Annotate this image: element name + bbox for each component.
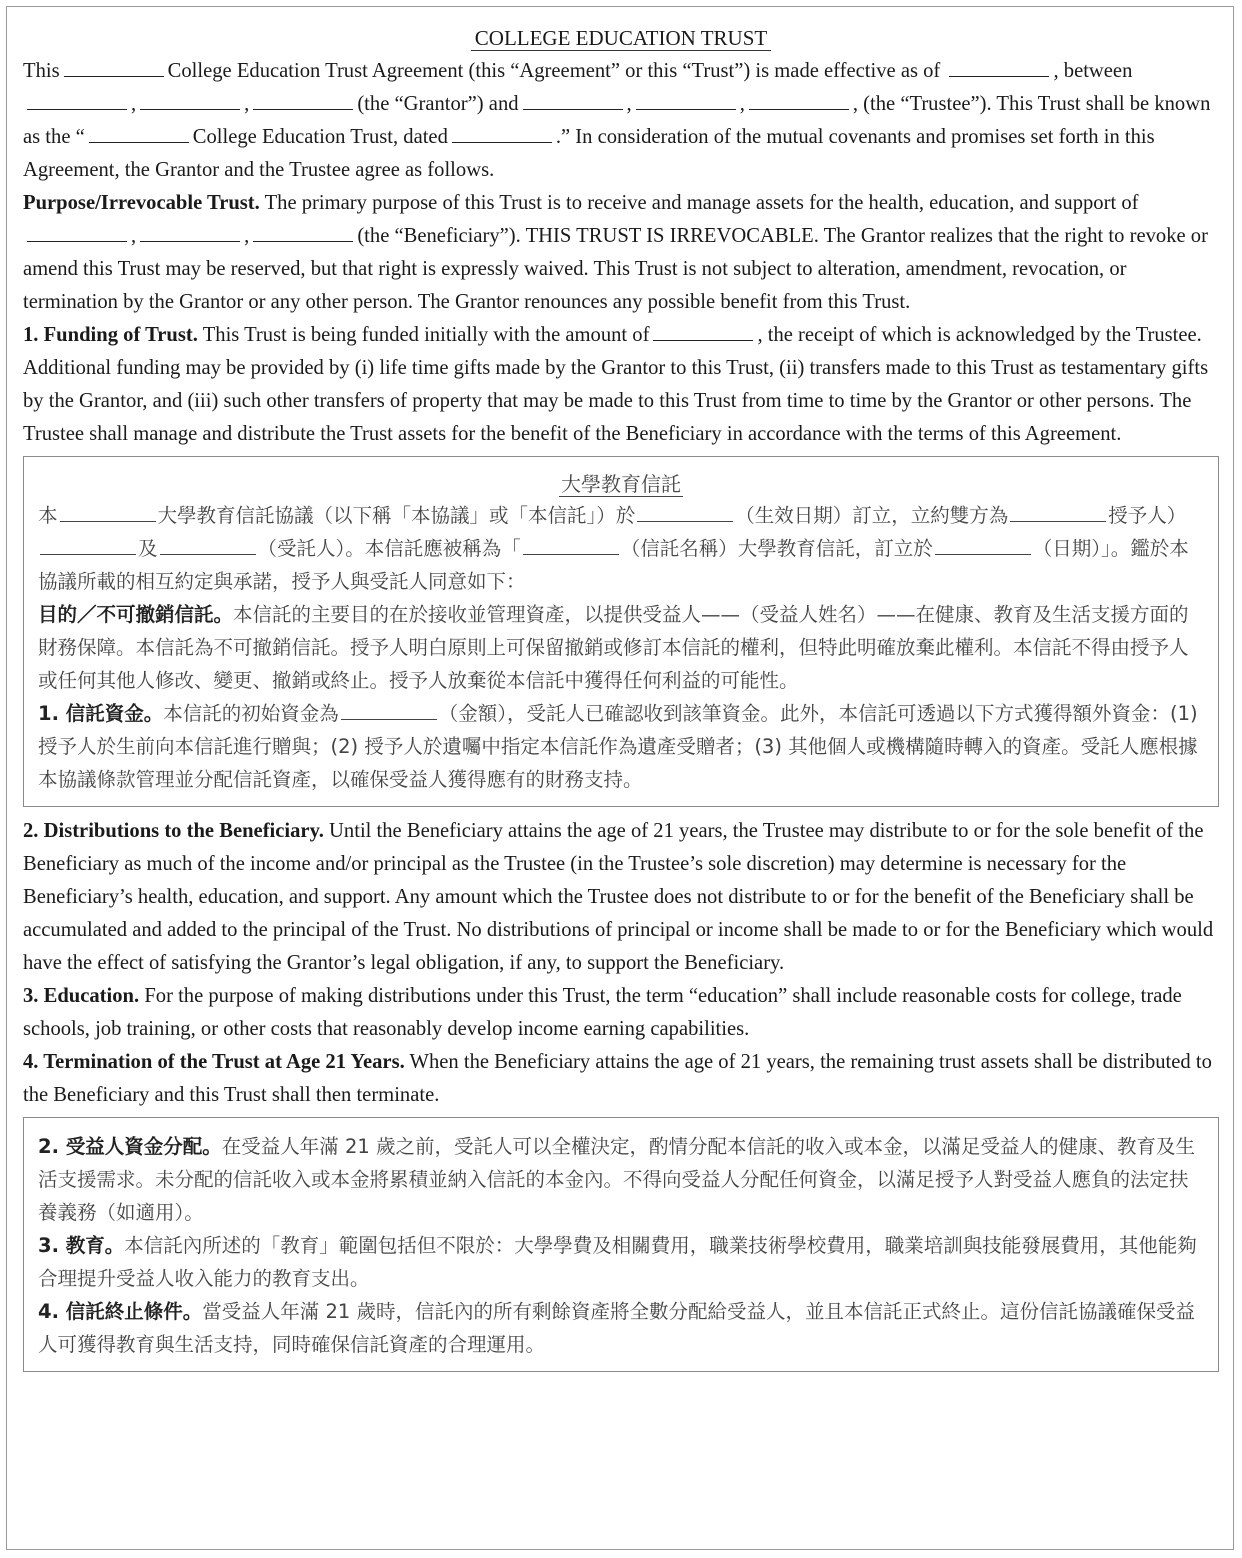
blank-line[interactable] <box>523 553 619 555</box>
education-heading: 3. Education. <box>23 985 140 1007</box>
blank-line[interactable] <box>523 108 623 110</box>
blank-line[interactable] <box>637 520 733 522</box>
blank-line[interactable] <box>949 75 1049 77</box>
blank-line[interactable] <box>749 108 849 110</box>
chinese-purpose-paragraph: 目的／不可撤銷信託。本信託的主要目的在於接收並管理資產，以提供受益人——（受益人姓名）——在健康、教育及生活支援方面的財務保障。本信託為不可撤銷信託。授予人明白原則上可保留撤銷或修訂本信託的權利，但特此明確放棄此權利。本信託不得由授予人或任何其他人修改、變更、撤銷或終止。授予人放棄從本信託中獲得任何利益的可能性。 <box>38 603 1189 692</box>
chinese-title: 大學教育信託 <box>561 472 681 496</box>
chinese-purpose-heading: 目的／不可撤銷信託。 <box>38 603 234 626</box>
blank-line[interactable] <box>140 108 240 110</box>
purpose-paragraph: Purpose/Irrevocable Trust. The primary purpose of this Trust is to receive and manage assets for the health, education, and support of, , (the “Beneficiary”). THIS TRUST IS IRREVOCABLE. The Grantor realizes that the right to revoke or amend this Trust may be reserved, but that right is expressly waived. This Trust is not subject to alteration, amendment, revocation, or termination by the Grantor or any other person. The Grantor renounces any possible benefit from this Trust. <box>23 192 1208 313</box>
education-paragraph: 3. Education. For the purpose of making distributions under this Trust, the term “education” shall include reasonable costs for college, trade schools, job training, or other costs that reasonably develop income earning capabilities. <box>23 985 1182 1040</box>
termination-paragraph: 4. Termination of the Trust at Age 21 Years. When the Beneficiary attains the age of 21 years, the remaining trust assets shall be distributed to the Beneficiary and this Trust shall then terminate. <box>23 1051 1212 1106</box>
blank-line[interactable] <box>1010 520 1106 522</box>
blank-line[interactable] <box>40 553 136 555</box>
blank-line[interactable] <box>27 108 127 110</box>
chinese-education-heading: 3. 教育。 <box>38 1234 125 1257</box>
chinese-distributions-heading: 2. 受益人資金分配。 <box>38 1135 222 1158</box>
blank-line[interactable] <box>452 141 552 143</box>
blank-line[interactable] <box>341 718 437 720</box>
blank-line[interactable] <box>140 240 240 242</box>
blank-line[interactable] <box>636 108 736 110</box>
chinese-translation-box-1 <box>23 456 1219 807</box>
chinese-funding-heading: 1. 信託資金。 <box>38 702 164 725</box>
blank-line[interactable] <box>160 553 256 555</box>
funding-heading: 1. Funding of Trust. <box>23 324 198 346</box>
blank-line[interactable] <box>27 240 127 242</box>
chinese-funding-paragraph: 1. 信託資金。本信託的初始資金為 （金額），受託人已確認收到該筆資金。此外，本信託可透過以下方式獲得額外資金：(1) 授予人於生前向本信託進行贈與；(2) 授予人於遺囑中指定本信託作為遺產受贈者；(3) 其他個人或機構隨時轉入的資產。受託人應根據本協議條款管理並分配信託資產，以確保受益人獲得應有的財務支持。 <box>38 702 1198 791</box>
blank-line[interactable] <box>89 141 189 143</box>
document-title: COLLEGE EDUCATION TRUST <box>23 23 1219 53</box>
distributions-heading: 2. Distributions to the Beneficiary. <box>23 820 324 842</box>
chinese-termination-heading: 4. 信託終止條件。 <box>38 1300 203 1323</box>
intro-paragraph: This College Education Trust Agreement (this “Agreement” or this “Trust”) is made effective as of , between, , (the “Grantor”) and , , , (the “Trustee”). This Trust shall be known as the “ College Education Trust, dated .” In consideration of the mutual covenants and promises set forth in this Agreement, the Grantor and the Trustee agree as follows. <box>23 60 1211 181</box>
chinese-intro-paragraph: 本 大學教育信託協議（以下稱「本協議」或「本信託」）於 （生效日期）訂立，立約雙方為 授予人）及 （受託人）。本信託應被稱為「 （信託名稱）大學教育信託，訂立於 （日期）」。鑑於本協議所載的相互約定與承諾，授予人與受託人同意如下： <box>38 504 1189 593</box>
funding-paragraph: 1. Funding of Trust. This Trust is being funded initially with the amount of , the receipt of which is acknowledged by the Trustee. Additional funding may be provided by (i) life time gifts made by the Grantor to this Trust, (ii) transfers made to this Trust as testamentary gifts by the Grantor, and (iii) such other transfers of property that may be made to this Trust from time to time by the Grantor or other persons. The Trustee shall manage and distribute the Trust assets for the benefit of the Beneficiary in accordance with the terms of this Agreement. <box>23 324 1209 445</box>
blank-line[interactable] <box>653 339 753 341</box>
termination-heading: 4. Termination of the Trust at Age 21 Years. <box>23 1051 405 1073</box>
blank-line[interactable] <box>253 240 353 242</box>
document-body <box>23 23 1219 1380</box>
chinese-translation-box-2 <box>23 1117 1219 1372</box>
chinese-distributions-paragraph: 2. 受益人資金分配。在受益人年滿 21 歲之前，受託人可以全權決定，酌情分配本信託的收入或本金，以滿足受益人的健康、教育及生活支援需求。未分配的信託收入或本金將累積並納入信託的本金內。不得向受益人分配任何資金，以滿足授予人對受益人應負的法定扶養義務（如適用）。 <box>38 1135 1195 1224</box>
document-page <box>6 6 1234 1550</box>
blank-line[interactable] <box>935 553 1031 555</box>
blank-line[interactable] <box>64 75 164 77</box>
chinese-education-paragraph: 3. 教育。本信託內所述的「教育」範圍包括但不限於：大學學費及相關費用，職業技術學校費用，職業培訓與技能發展費用，其他能夠合理提升受益人收入能力的教育支出。 <box>38 1234 1197 1290</box>
purpose-heading: Purpose/Irrevocable Trust. <box>23 192 260 214</box>
blank-line[interactable] <box>60 520 156 522</box>
blank-line[interactable] <box>253 108 353 110</box>
distributions-paragraph: 2. Distributions to the Beneficiary. Until the Beneficiary attains the age of 21 years, the Trustee may distribute to or for the sole benefit of the Beneficiary as much of the income and/or principal as the Trustee (in the Trustee’s sole discretion) may determine is necessary for the Beneficiary’s health, education, and support. Any amount which the Trustee does not distribute to or for the benefit of the Beneficiary shall be accumulated and added to the principal of the Trust. No distributions of principal or income shall be made to or for the Beneficiary which would have the effect of satisfying the Grantor’s legal obligation, if any, to support the Beneficiary. <box>23 820 1214 974</box>
chinese-termination-paragraph: 4. 信託終止條件。當受益人年滿 21 歲時，信託內的所有剩餘資產將全數分配給受益人，並且本信託正式終止。這份信託協議確保受益人可獲得教育與生活支持，同時確保信託資產的合理運用。 <box>38 1300 1195 1356</box>
